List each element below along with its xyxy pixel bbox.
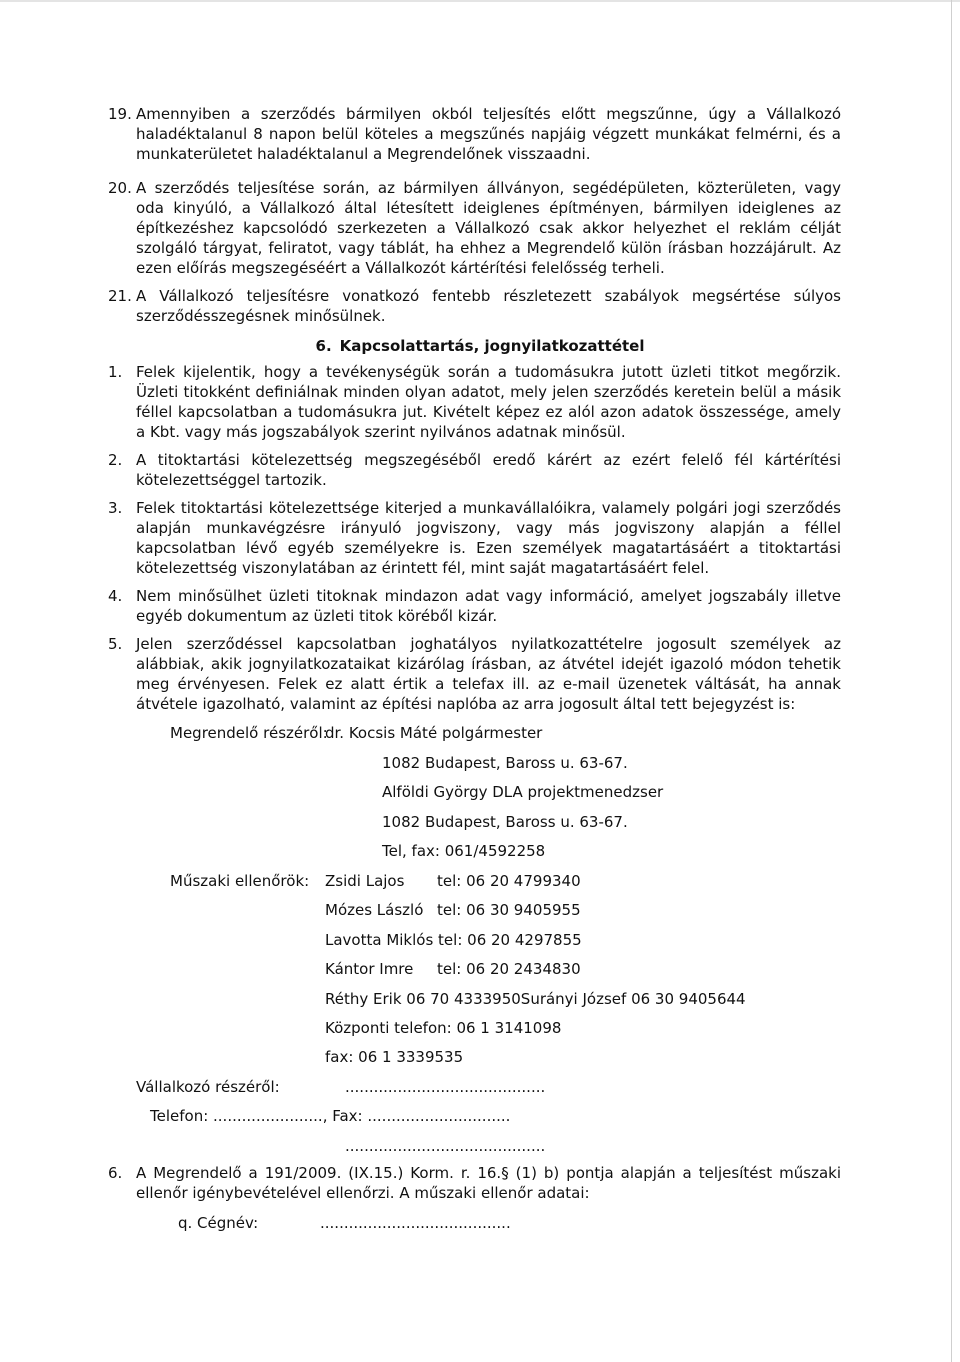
paragraph-number: 6. — [108, 1164, 123, 1182]
scan-edge-right — [951, 0, 952, 1362]
section-heading — [0, 336, 960, 356]
telfax-line: Tel, fax: 061/4592258 — [382, 842, 546, 860]
telefon-fax-line: Telefon: ......................., Fax: .............................. — [150, 1107, 511, 1125]
rethy-line: Réthy Erik 06 70 4333950Surányi József 06 30 9405644 — [325, 990, 746, 1008]
paragraph-text: Felek titoktartási kötelezettsége kiterjed a munkavállalóikra, valamely polgári jogi szerződés alapján munkavégzésre irányuló jogviszony, vagy más jogviszony alapján a féllel kapcsolatban lévő egyéb személyekre is. Ezen személyek magatartásáért a titoktartási kötelezettség viszonylatában az érintett fél, mint saját magatartásáért felel. — [136, 499, 841, 577]
paragraph-text: Felek kijelentik, hogy a tevékenységük során a tudomásukra jutott üzleti titkot megőrzik. Üzleti titokként definiálnak minden olyan adatot, mely jelen szerződés keretein belül a másik féllel kapcsolatban a tudomásukra jut. Kivételt képez ez alól azon adatok összessége, amely a Kbt. vagy más jogszabályok szerint nyilvános adatnak minősül. — [136, 363, 841, 441]
paragraph-number: 19. — [108, 105, 132, 123]
inspector-name: Mózes László — [325, 901, 424, 919]
section-title: Kapcsolattartás, jognyilatkozattétel — [339, 337, 645, 355]
section-paragraph-4 — [108, 586, 841, 626]
muszaki-label: Műszaki ellenőrök: — [170, 872, 310, 890]
section-number: 6. — [315, 337, 332, 355]
inspector-phone: tel: 06 20 4799340 — [437, 872, 581, 890]
paragraph-number: 3. — [108, 499, 123, 517]
paragraph-text: A titoktartási kötelezettség megszegéséből eredő kárért az ezért felelő fél kártérítési kötelezettséggel tartozik. — [136, 451, 841, 489]
dots-line: .......................................... — [345, 1137, 546, 1155]
cegnev-dots: ........................................ — [320, 1214, 511, 1232]
paragraph-text: A szerződés teljesítése során, az bármilyen állványon, segédépületen, közterületen, vagy oda kinyúló, a Vállalkozó által létesített ideiglenes építményen, bármilyen ideiglenes az építkezéshez kapcsolódó szerkezeten a Vállalkozó csak akkor helyezhet el reklám célját szolgáló tárgyat, feliratot, vagy táblát, ha ehhez a Megrendelő külön írásban hozzájárult. Az ezen előírás megszegéséért a Vállalkozót kártérítési felelősség terheli. — [136, 179, 841, 277]
inspector-phone: tel: 06 20 2434830 — [437, 960, 581, 978]
paragraph-text: A Megrendelő a 191/2009. (IX.15.) Korm. r. 16.§ (1) b) pontja alapján a teljesítést műszaki ellenőr igénybevételével ellenőrzi. A műszaki ellenőr adatai: — [136, 1164, 841, 1202]
paragraph-number: 5. — [108, 635, 123, 653]
paragraph-6-bottom — [108, 1163, 841, 1203]
cegnev-label: q. Cégnév: — [178, 1214, 259, 1232]
inspector-name: Lavotta Miklós tel: 06 20 4297855 — [325, 931, 582, 949]
megrendelo-label: Megrendelő részéről: — [170, 724, 328, 742]
paragraph-text: A Vállalkozó teljesítésre vonatkozó fentebb részletezett szabályok megsértése súlyos szerződésszegésnek minősülnek. — [136, 287, 841, 325]
vallalkozo-dots: .......................................... — [345, 1078, 546, 1096]
paragraph-21 — [108, 286, 841, 326]
paragraph-text: Jelen szerződéssel kapcsolatban joghatályos nyilatkozattételre jogosult személyek az alábbiak, akik jognyilatkozataikat kizárólag írásban, az átvétel idejét igazoló módon tehetik meg érvényesen. Felek ez alatt értik a telefax ill. az e-mail üzenetek váltását, ha annak átvétele igazolható, valamint az építési naplóba az arra jogosult által tett bejegyzést is: — [136, 635, 841, 713]
inspector-phone: tel: 06 30 9405955 — [437, 901, 581, 919]
section-paragraph-2 — [108, 450, 841, 490]
paragraph-number: 1. — [108, 363, 123, 381]
inspector-name: Zsidi Lajos — [325, 872, 405, 890]
fax-line: fax: 06 1 3339535 — [325, 1048, 464, 1066]
section-paragraph-3 — [108, 498, 841, 578]
vallalkozo-label: Vállalkozó részéről: — [136, 1078, 280, 1096]
section-paragraph-1 — [108, 362, 841, 442]
paragraph-number: 20. — [108, 179, 132, 197]
paragraph-20 — [108, 178, 841, 278]
inspector-name: Kántor Imre — [325, 960, 414, 978]
address-line: 1082 Budapest, Baross u. 63-67. — [382, 754, 628, 772]
address-line: 1082 Budapest, Baross u. 63-67. — [382, 813, 628, 831]
manager-line: Alföldi György DLA projektmenedzser — [382, 783, 664, 801]
megrendelo-name: dr. Kocsis Máté polgármester — [325, 724, 543, 742]
paragraph-number: 2. — [108, 451, 123, 469]
paragraph-text: Amennyiben a szerződés bármilyen okból teljesítés előtt megszűnne, úgy a Vállalkozó haladéktalanul 8 napon belül köteles a megszűnés napjáig végzett munkákat felmérni, és a munkaterületet haladéktalanul a Megrendelőnek visszaadni. — [136, 105, 841, 163]
paragraph-text: Nem minősülhet üzleti titoknak mindazon adat vagy információ, amelyet jogszabály illetve egyéb dokumentum az üzleti titok köréből kizár. — [136, 587, 841, 625]
paragraph-19 — [108, 104, 841, 164]
paragraph-number: 21. — [108, 287, 132, 305]
scan-edge-top — [0, 0, 960, 2]
section-paragraph-5 — [108, 634, 841, 714]
central-phone: Központi telefon: 06 1 3141098 — [325, 1019, 562, 1037]
paragraph-number: 4. — [108, 587, 123, 605]
